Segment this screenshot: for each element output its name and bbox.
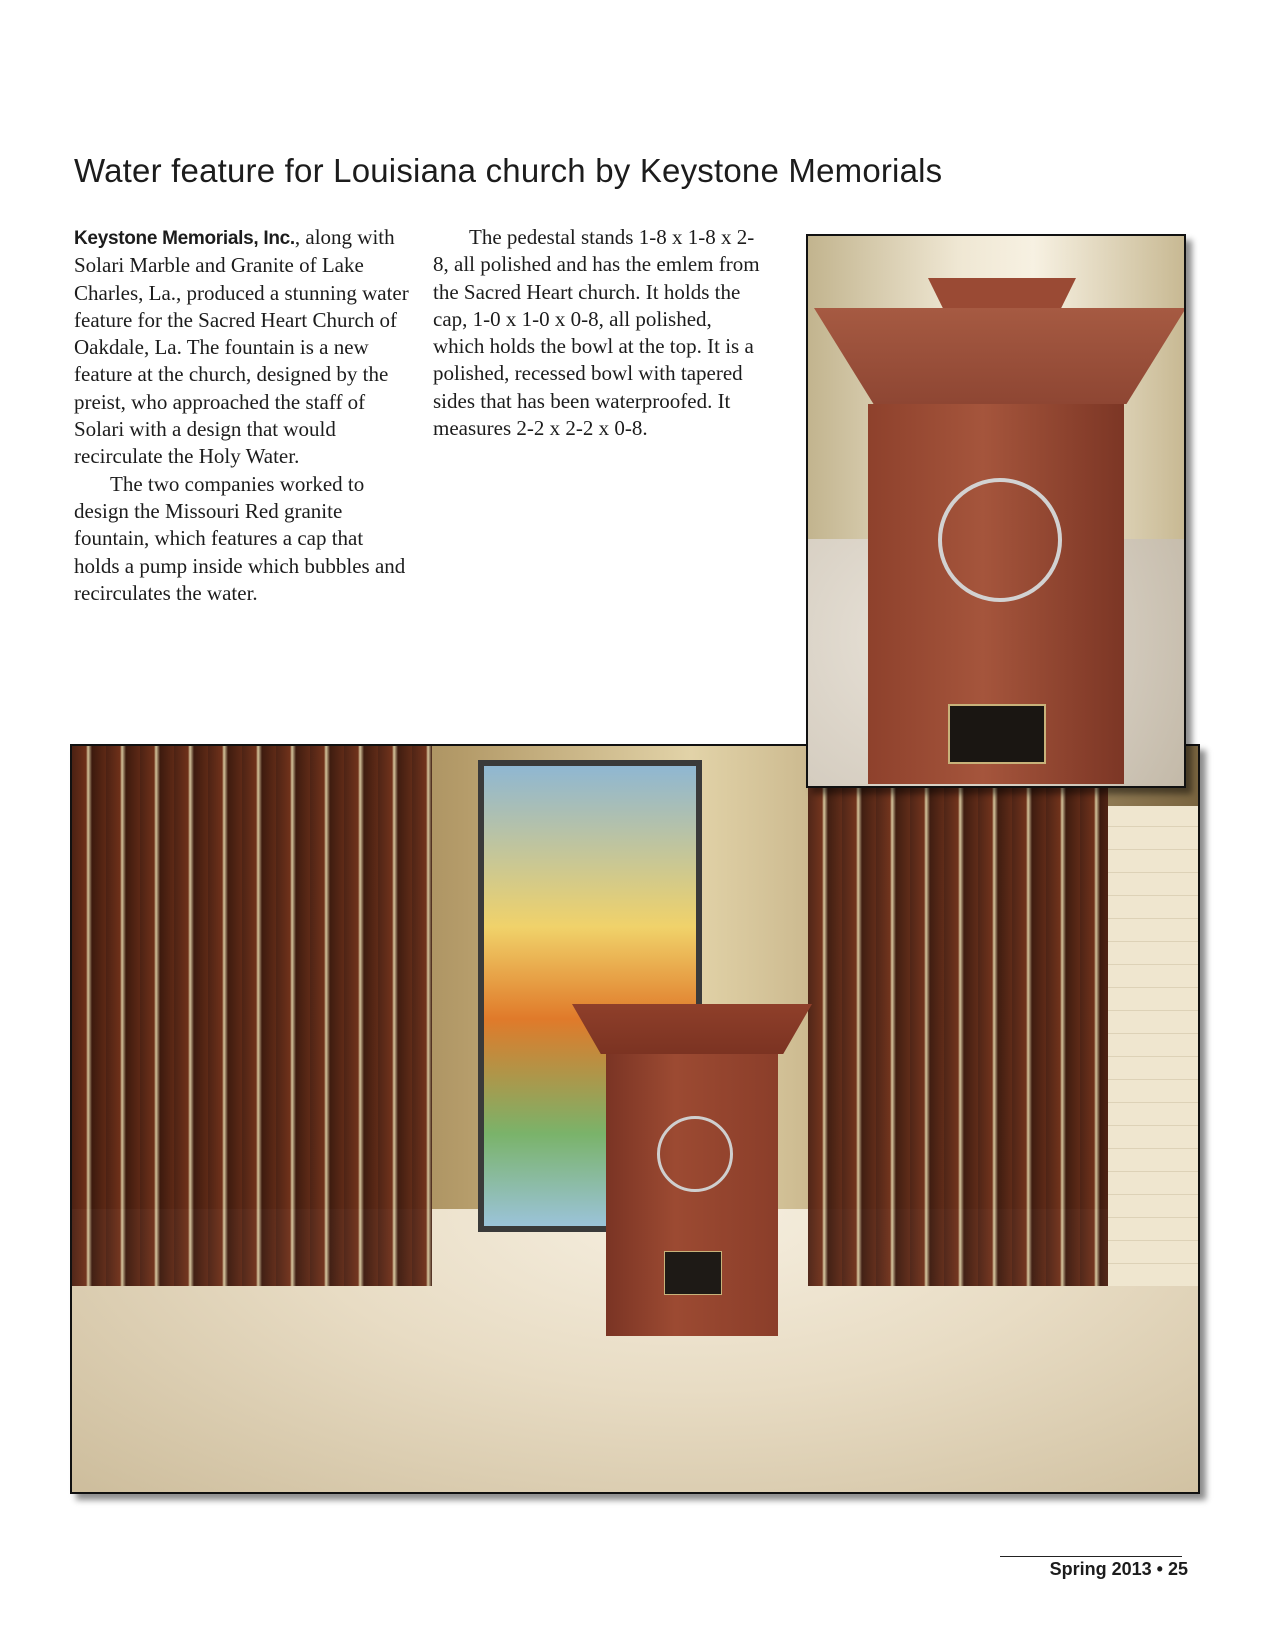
text-column-middle (433, 224, 763, 442)
sacred-heart-emblem-icon (938, 478, 1062, 602)
lead-company-name: Keystone Memorials, Inc. (74, 228, 295, 249)
paragraph-text: , along with Solari Marble and Granite of Lake Charles, La., produced a stunning water feature for the Sacred Heart Church of Oakdale, La. The fountain is a new feature at the church, designed by the preist, who approached the staff of Solari with a design that would recirculate the Holy Water. (74, 225, 409, 469)
text-column-left (74, 224, 409, 607)
footer-rule (1000, 1556, 1182, 1557)
dedication-plaque (664, 1251, 722, 1295)
fountain-photo-wide (70, 744, 1200, 1494)
paragraph: The pedestal stands 1-8 x 1-8 x 2-8, all polished and has the emlem from the Sacred Heart church. It holds the cap, 1-0 x 1-0 x 0-8, all polished, which holds the bowl at the top. It is a polished, recessed bowl with tapered sides that has been waterproofed. It measures 2-2 x 2-2 x 0-8. (433, 225, 760, 441)
fountain-photo-closeup (806, 234, 1186, 788)
screen-panels-left (72, 746, 432, 1286)
paragraph (74, 224, 409, 471)
fountain-cap (814, 308, 1186, 404)
screen-panels-right (808, 786, 1108, 1286)
fountain-bowl (928, 278, 1076, 308)
dedication-plaque (948, 704, 1046, 764)
sacred-heart-emblem-icon (657, 1116, 733, 1192)
brick-wall (1108, 806, 1198, 1286)
page-footer: Spring 2013 • 25 (1049, 1559, 1188, 1579)
fountain-cap (572, 1004, 812, 1054)
article-title: Water feature for Louisiana church by Keystone Memorials (74, 152, 943, 189)
paragraph: The two companies worked to design the Missouri Red granite fountain, which features a cap that holds a pump inside which bubbles and recirculates the water. (74, 471, 406, 605)
